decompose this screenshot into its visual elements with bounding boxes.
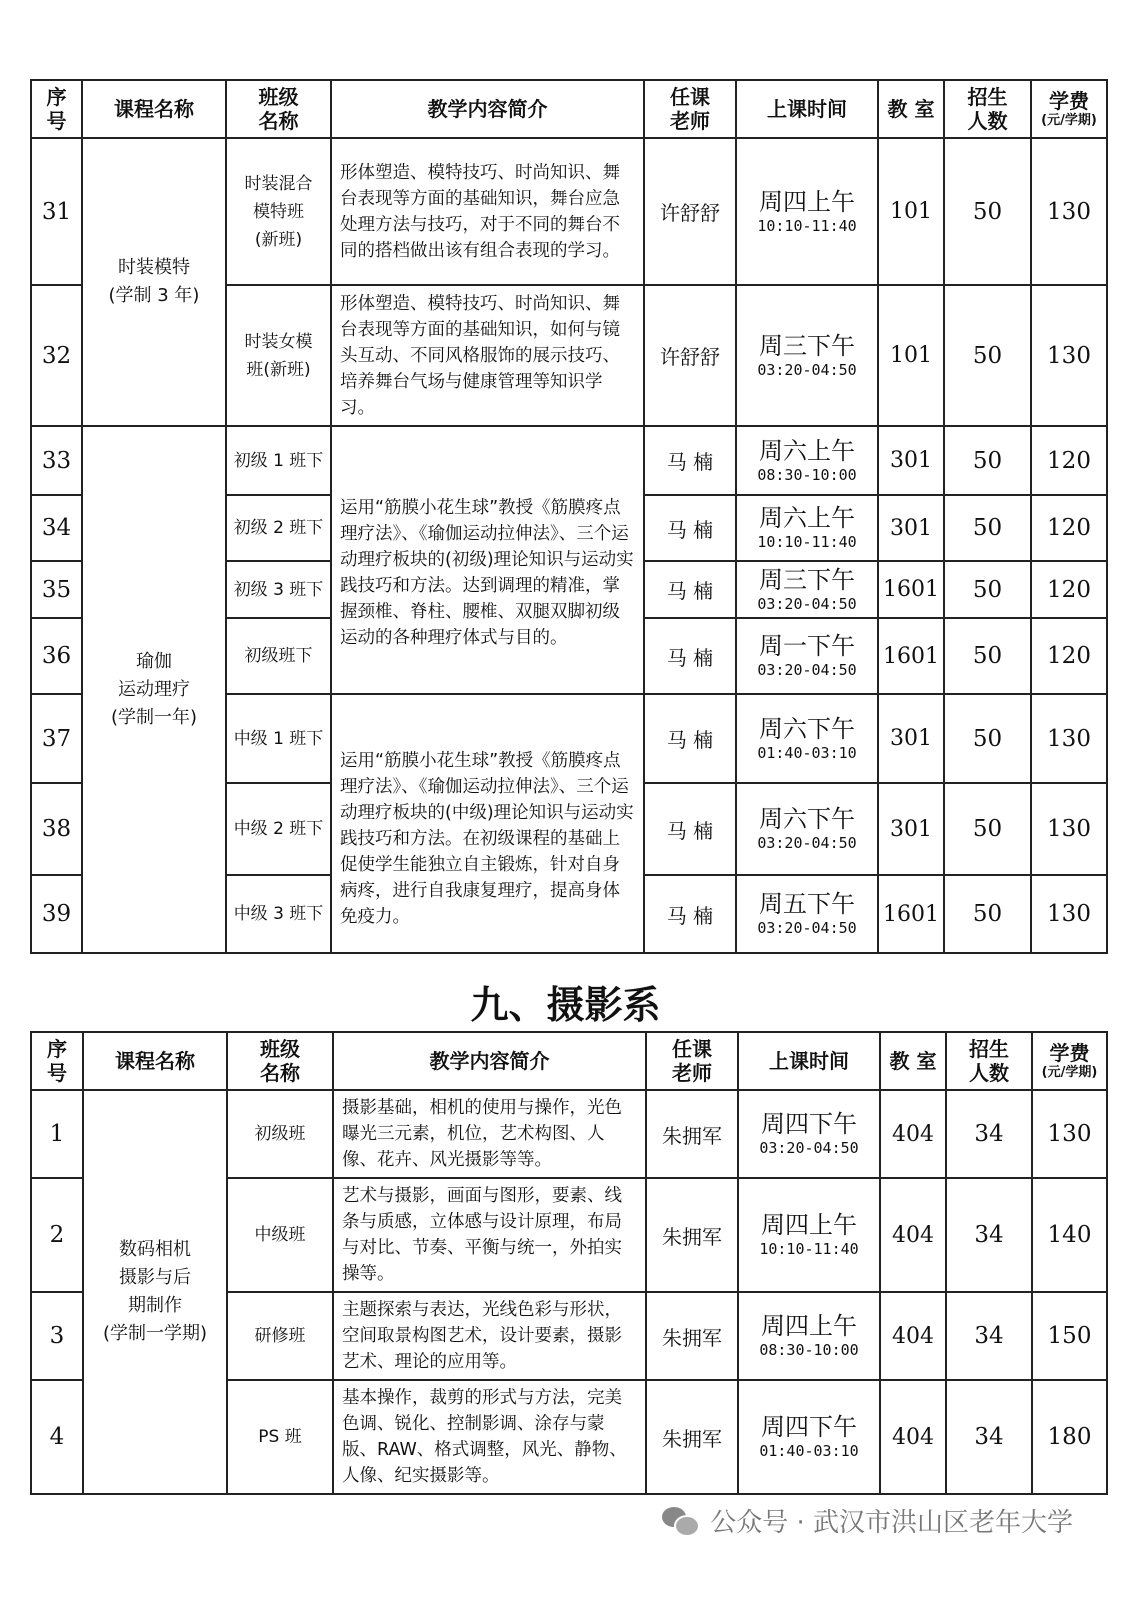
- class-time: 周四上午 10:10-11:40: [736, 138, 878, 285]
- row-number: 32: [31, 285, 82, 426]
- row-number: 2: [31, 1178, 83, 1292]
- tuition-fee: 130: [1032, 1090, 1107, 1178]
- classroom: 404: [880, 1178, 946, 1292]
- class-time: 周六上午 10:10-11:40: [736, 495, 878, 561]
- header-course-name: 课程名称: [82, 80, 226, 138]
- class-name: 时装女模 班(新班): [226, 285, 331, 426]
- row-number: 31: [31, 138, 82, 285]
- enrollment: 34: [946, 1178, 1032, 1292]
- tuition-fee: 150: [1032, 1292, 1107, 1380]
- class-name: 初级班下: [226, 618, 331, 694]
- tuition-fee: 130: [1031, 875, 1107, 953]
- teacher-name: 马 楠: [644, 426, 736, 495]
- header-enroll: 招生 人数: [946, 1032, 1032, 1090]
- course-name-digital-photography: 数码相机 摄影与后 期制作 (学制一学期): [83, 1090, 227, 1494]
- classroom: 301: [878, 783, 944, 875]
- classroom: 101: [878, 138, 944, 285]
- teacher-name: 朱拥军: [646, 1292, 738, 1380]
- row-number: 35: [31, 561, 82, 618]
- table-row: [31, 1090, 1107, 1178]
- enrollment: 50: [944, 561, 1031, 618]
- classroom: 101: [878, 285, 944, 426]
- enrollment: 50: [944, 618, 1031, 694]
- header-fee: 学费 (元/学期): [1032, 1032, 1107, 1090]
- course-name-yoga: 瑜伽 运动理疗 (学制一年): [82, 426, 226, 953]
- header-fee: 学费 (元/学期): [1031, 80, 1107, 138]
- class-name: 研修班: [227, 1292, 333, 1380]
- class-name: 中级班: [227, 1178, 333, 1292]
- enrollment: 50: [944, 495, 1031, 561]
- class-name: 中级 3 班下: [226, 875, 331, 953]
- tuition-fee: 180: [1032, 1380, 1107, 1494]
- class-name: 初级 2 班下: [226, 495, 331, 561]
- course-table-photography: [30, 1031, 1108, 1495]
- row-number: 38: [31, 783, 82, 875]
- table-row: [31, 426, 1107, 495]
- enrollment: 50: [944, 138, 1031, 285]
- class-time: 周六下午 01:40-03:10: [736, 694, 878, 783]
- header-content: 教学内容简介: [331, 80, 644, 138]
- teacher-name: 马 楠: [644, 561, 736, 618]
- course-table-upper: [30, 79, 1108, 954]
- enrollment: 34: [946, 1380, 1032, 1494]
- tuition-fee: 130: [1031, 285, 1107, 426]
- class-time: 周四下午 03:20-04:50: [738, 1090, 880, 1178]
- header-course-name: 课程名称: [83, 1032, 227, 1090]
- teacher-name: 马 楠: [644, 875, 736, 953]
- header-seq: 序 号: [31, 80, 82, 138]
- header-room: 教 室: [878, 80, 944, 138]
- classroom: 404: [880, 1380, 946, 1494]
- teacher-name: 朱拥军: [646, 1090, 738, 1178]
- row-number: 33: [31, 426, 82, 495]
- teacher-name: 马 楠: [644, 618, 736, 694]
- header-time: 上课时间: [738, 1032, 880, 1090]
- course-description-intermediate: 运用“筋膜小花生球”教授《筋膜疼点理疗法》、《瑜伽运动拉伸法》、三个运动理疗板块的(中级)理论知识与运动实践技巧和方法。在初级课程的基础上促使学生能独立自主锻炼，针对自身病疼，进行自我康复理疗，提高身体免疫力。: [331, 694, 644, 953]
- class-time: 周四上午 08:30-10:00: [738, 1292, 880, 1380]
- class-time: 周三下午 03:20-04:50: [736, 285, 878, 426]
- classroom: 404: [880, 1292, 946, 1380]
- course-description-basic: 运用“筋膜小花生球”教授《筋膜疼点理疗法》、《瑜伽运动拉伸法》、三个运动理疗板块的(初级)理论知识与运动实践技巧和方法。达到调理的精准，掌握颈椎、脊柱、腰椎、双腿双脚初级运动的各种理疗体式与目的。: [331, 426, 644, 694]
- class-time: 周一下午 03:20-04:50: [736, 618, 878, 694]
- class-time: 周三下午 03:20-04:50: [736, 561, 878, 618]
- teacher-name: 马 楠: [644, 783, 736, 875]
- wechat-icon: [660, 1505, 700, 1537]
- classroom: 1601: [878, 875, 944, 953]
- teacher-name: 朱拥军: [646, 1380, 738, 1494]
- classroom: 404: [880, 1090, 946, 1178]
- row-number: 36: [31, 618, 82, 694]
- course-description: 主题探索与表达，光线色彩与形状，空间取景构图艺术，设计要素，摄影艺术、理论的应用等。: [333, 1292, 646, 1380]
- row-number: 34: [31, 495, 82, 561]
- class-name: 时装混合 模特班 (新班): [226, 138, 331, 285]
- header-teacher: 任课 老师: [646, 1032, 738, 1090]
- class-name: 初级班: [227, 1090, 333, 1178]
- class-name: 中级 1 班下: [226, 694, 331, 783]
- enrollment: 50: [944, 285, 1031, 426]
- classroom: 1601: [878, 618, 944, 694]
- class-time: 周五下午 03:20-04:50: [736, 875, 878, 953]
- row-number: 4: [31, 1380, 83, 1494]
- course-description: 摄影基础，相机的使用与操作，光色曝光三元素，机位，艺术构图、人像、花卉、风光摄影等等。: [333, 1090, 646, 1178]
- teacher-name: 许舒舒: [644, 285, 736, 426]
- class-time: 周六上午 08:30-10:00: [736, 426, 878, 495]
- tuition-fee: 120: [1031, 495, 1107, 561]
- footer-text: 公众号 · 武汉市洪山区老年大学: [710, 1508, 1073, 1538]
- tuition-fee: 120: [1031, 618, 1107, 694]
- enrollment: 50: [944, 783, 1031, 875]
- tuition-fee: 120: [1031, 561, 1107, 618]
- tuition-fee: 130: [1031, 138, 1107, 285]
- teacher-name: 马 楠: [644, 495, 736, 561]
- enrollment: 34: [946, 1090, 1032, 1178]
- enrollment: 50: [944, 694, 1031, 783]
- header-class-name: 班级 名称: [226, 80, 331, 138]
- class-name: 初级 1 班下: [226, 426, 331, 495]
- tuition-fee: 130: [1031, 783, 1107, 875]
- class-time: 周四下午 01:40-03:10: [738, 1380, 880, 1494]
- header-enroll: 招生 人数: [944, 80, 1031, 138]
- classroom: 1601: [878, 561, 944, 618]
- classroom: 301: [878, 426, 944, 495]
- classroom: 301: [878, 495, 944, 561]
- tuition-fee: 130: [1031, 694, 1107, 783]
- tuition-fee: 140: [1032, 1178, 1107, 1292]
- table-row: [31, 138, 1107, 285]
- row-number: 3: [31, 1292, 83, 1380]
- course-description: 形体塑造、模特技巧、时尚知识、舞台表现等方面的基础知识，如何与镜头互动、不同风格服饰的展示技巧、培养舞台气场与健康管理等知识学习。: [331, 285, 644, 426]
- classroom: 301: [878, 694, 944, 783]
- header-seq: 序 号: [31, 1032, 83, 1090]
- class-name: 初级 3 班下: [226, 561, 331, 618]
- teacher-name: 朱拥军: [646, 1178, 738, 1292]
- enrollment: 50: [944, 426, 1031, 495]
- header-content: 教学内容简介: [333, 1032, 646, 1090]
- header-class-name: 班级 名称: [227, 1032, 333, 1090]
- row-number: 39: [31, 875, 82, 953]
- enrollment: 50: [944, 875, 1031, 953]
- course-name-fashion-model: 时装模特 (学制 3 年): [82, 138, 226, 426]
- class-name: 中级 2 班下: [226, 783, 331, 875]
- tuition-fee: 120: [1031, 426, 1107, 495]
- class-name: PS 班: [227, 1380, 333, 1494]
- teacher-name: 马 楠: [644, 694, 736, 783]
- class-time: 周六下午 03:20-04:50: [736, 783, 878, 875]
- course-description: 形体塑造、模特技巧、时尚知识、舞台表现等方面的基础知识，舞台应急处理方法与技巧，对于不同的舞台不同的搭档做出该有组合表现的学习。: [331, 138, 644, 285]
- section-title: 九、摄影系: [470, 982, 661, 1027]
- course-description: 基本操作，裁剪的形式与方法，完美色调、锐化、控制影调、涂存与蒙版、RAW、格式调整，风光、静物、人像、纪实摄影等。: [333, 1380, 646, 1494]
- header-time: 上课时间: [736, 80, 878, 138]
- footer-watermark: [660, 1502, 1073, 1539]
- header-teacher: 任课 老师: [644, 80, 736, 138]
- enrollment: 34: [946, 1292, 1032, 1380]
- course-description: 艺术与摄影，画面与图形，要素、线条与质感，立体感与设计原理，布局与对比、节奏、平衡与统一，外拍实操等。: [333, 1178, 646, 1292]
- row-number: 37: [31, 694, 82, 783]
- row-number: 1: [31, 1090, 83, 1178]
- header-room: 教 室: [880, 1032, 946, 1090]
- teacher-name: 许舒舒: [644, 138, 736, 285]
- class-time: 周四上午 10:10-11:40: [738, 1178, 880, 1292]
